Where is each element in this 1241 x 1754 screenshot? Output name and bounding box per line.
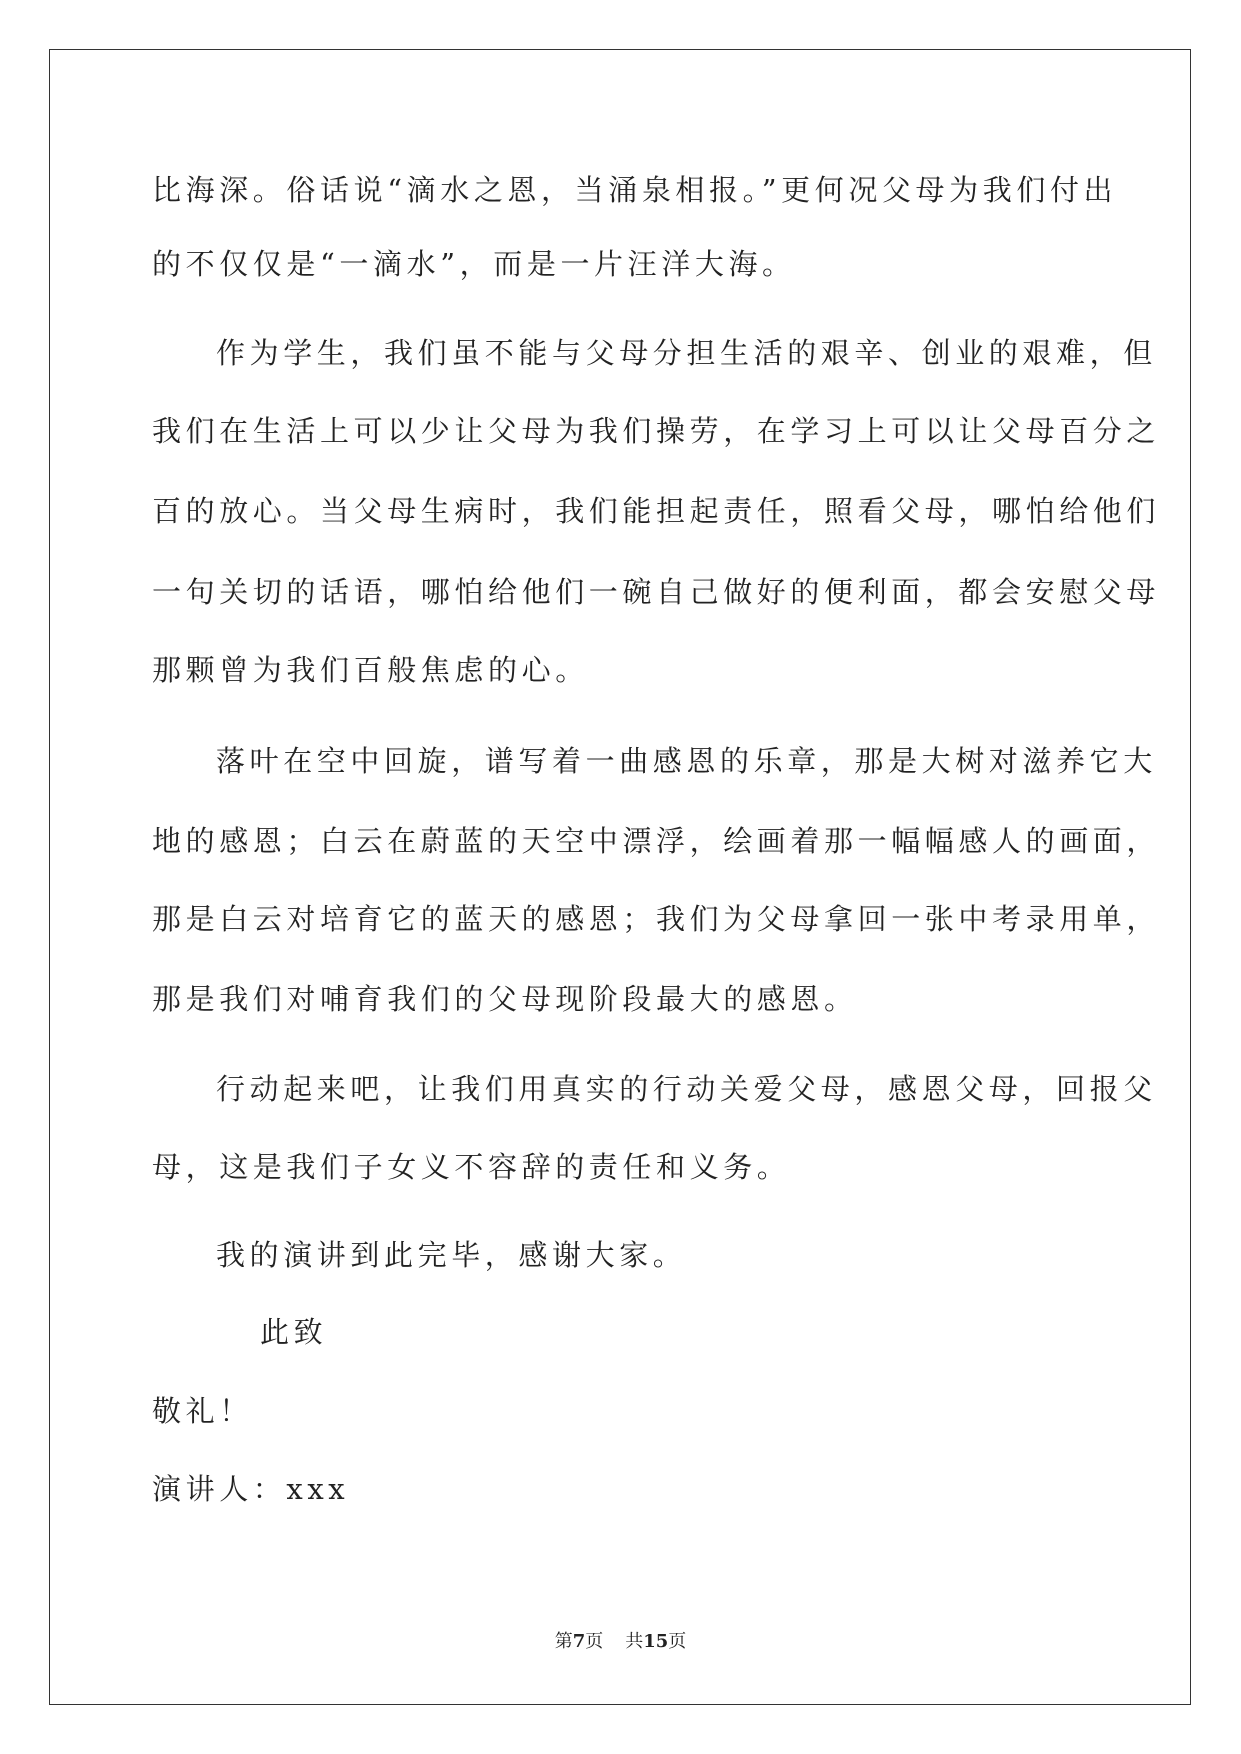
page-border: [49, 49, 1191, 1705]
footer-page-prefix: 第: [554, 1631, 573, 1652]
closing-respect: 敬礼！: [152, 1394, 253, 1428]
footer-total-pages: 15: [643, 1631, 669, 1652]
closing-salutation: 此致: [260, 1315, 328, 1349]
body-line-12: 行动起来吧，让我们用真实的行动关爱父母，感恩父母，回报父: [216, 1072, 1157, 1106]
footer-page-number: 7: [572, 1631, 586, 1652]
page-footer: [0, 1630, 1241, 1654]
footer-total-prefix: 共: [625, 1631, 644, 1652]
body-line-3: 作为学生，我们虽不能与父母分担生活的艰辛、创业的艰难，但: [216, 336, 1157, 370]
body-line-9: 地的感恩；白云在蔚蓝的天空中漂浮，绘画着那一幅幅感人的画面，: [152, 824, 1161, 858]
body-line-8: 落叶在空中回旋，谱写着一曲感恩的乐章，那是大树对滋养它大: [216, 744, 1157, 778]
body-line-1: 比海深。俗话说“滴水之恩，当涌泉相报。”更何况父母为我们付出: [152, 173, 1118, 207]
body-line-7: 那颗曾为我们百般焦虑的心。: [152, 653, 589, 687]
footer-page-suffix: 页: [585, 1631, 604, 1652]
speaker-line: 演讲人：xxx: [152, 1472, 350, 1506]
body-line-11: 那是我们对哺育我们的父母现阶段最大的感恩。: [152, 982, 858, 1016]
body-line-14: 我的演讲到此完毕，感谢大家。: [216, 1238, 687, 1272]
body-line-10: 那是白云对培育它的蓝天的感恩；我们为父母拿回一张中考录用单，: [152, 902, 1161, 936]
body-line-2: 的不仅仅是“一滴水”，而是一片汪洋大海。: [152, 247, 796, 281]
body-line-5: 百的放心。当父母生病时，我们能担起责任，照看父母，哪怕给他们: [152, 494, 1161, 528]
body-line-13: 母，这是我们子女义不容辞的责任和义务。: [152, 1150, 791, 1184]
footer-total-suffix: 页: [668, 1631, 687, 1652]
body-line-6: 一句关切的话语，哪怕给他们一碗自己做好的便利面，都会安慰父母: [152, 575, 1161, 609]
body-line-4: 我们在生活上可以少让父母为我们操劳，在学习上可以让父母百分之: [152, 414, 1161, 448]
